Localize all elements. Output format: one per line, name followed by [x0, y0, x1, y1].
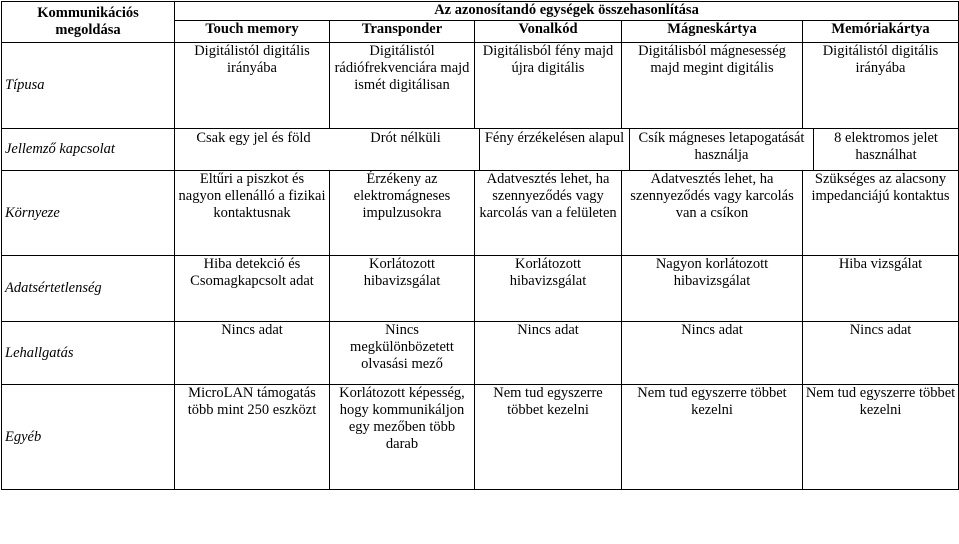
table-cell: Adatvesztés lehet, ha szennyeződés vagy karcolás van a csíkon: [622, 171, 803, 256]
row-label: Környeze: [2, 171, 175, 256]
table-cell: Eltűri a piszkot és nagyon ellenálló a fizikai kontaktusnak: [175, 171, 330, 256]
table-cell: Csík mágneses letapogatását használja: [629, 129, 813, 170]
column-header: Memóriakártya: [803, 21, 959, 43]
row-label: Lehallgatás: [2, 322, 175, 385]
table-cell: Nagyon korlátozott hibavizsgálat: [622, 256, 803, 322]
table-cell: Nem tud egyszerre többet kezelni: [475, 385, 622, 490]
row-label: Jellemző kapcsolat: [2, 129, 175, 171]
table-cell: Drót nélküli: [370, 130, 441, 146]
table-cell: Digitálistól rádiófrekvenciára majd ismét digitálisan: [330, 43, 475, 129]
table-cell: Hiba detekció és Csomagkapcsolt adat: [175, 256, 330, 322]
table-cell: 8 elektromos jelet használhat: [813, 129, 958, 170]
table-cell: Nincs adat: [622, 322, 803, 385]
table-cell: Nincs adat: [803, 322, 959, 385]
table-row: [2, 43, 959, 129]
table-cell: Nem tud egyszerre többet kezelni: [622, 385, 803, 490]
comparison-table: [1, 1, 959, 490]
column-header: Mágneskártya: [622, 21, 803, 43]
table-cell: Digitálisból fény majd újra digitális: [475, 43, 622, 129]
corner-header: Kommunikációs megoldása: [2, 2, 175, 43]
table-row: [2, 385, 959, 490]
row-label: Adatsértetlenség: [2, 256, 175, 322]
row-label: Típusa: [2, 43, 175, 129]
table-row: [2, 322, 959, 385]
table-cell: Nem tud egyszerre többet kezelni: [803, 385, 959, 490]
title-row: [2, 2, 959, 21]
table-cell: Nincs megkülönbözetett olvasási mező: [330, 322, 475, 385]
table-row: [2, 129, 959, 171]
table-cell: Csak egy jel és föld: [196, 130, 311, 146]
row-label: Egyéb: [2, 385, 175, 490]
table-cell: Fény érzékelésen alapul: [479, 129, 629, 170]
table-cell: MicroLAN támogatás több mint 250 eszközt: [175, 385, 330, 490]
table-cell: Szükséges az alacsony impedanciájú kontaktus: [803, 171, 959, 256]
column-header: Touch memory: [175, 21, 330, 43]
table-cell: Korlátozott képesség, hogy kommunikáljon egy mezőben több darab: [330, 385, 475, 490]
table-cell: Korlátozott hibavizsgálat: [330, 256, 475, 322]
column-header: Vonalkód: [475, 21, 622, 43]
table-cell: Nincs adat: [175, 322, 330, 385]
table-row: [2, 171, 959, 256]
row-cells-group: [175, 129, 959, 171]
table-title: Az azonosítandó egységek összehasonlítása: [175, 2, 959, 21]
table-cell: Hiba vizsgálat: [803, 256, 959, 322]
table-cell: Digitálistól digitális irányába: [803, 43, 959, 129]
table-cell: Korlátozott hibavizsgálat: [475, 256, 622, 322]
column-header: Transponder: [330, 21, 475, 43]
table-cell: Digitálistól digitális irányába: [175, 43, 330, 129]
table-cell: Digitálisból mágnesesség majd megint digitális: [622, 43, 803, 129]
table-cell: Érzékeny az elektromágneses impulzusokra: [330, 171, 475, 256]
table-cell: Adatvesztés lehet, ha szennyeződés vagy karcolás van a felületen: [475, 171, 622, 256]
table-cell: Nincs adat: [475, 322, 622, 385]
table-row: [2, 256, 959, 322]
